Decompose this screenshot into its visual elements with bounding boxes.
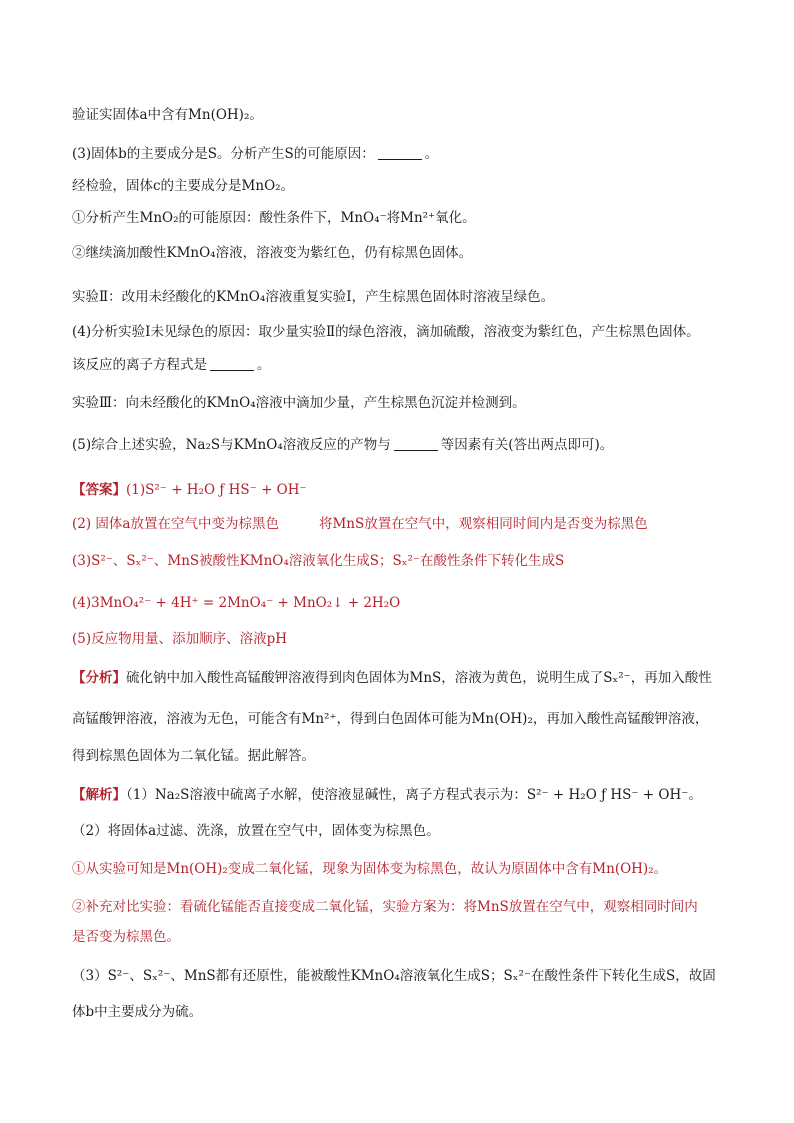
explanation-5: 是否变为棕黑色。 [72, 929, 180, 945]
experiment-3: 实验Ⅲ：向未经酸化的KMnO₄溶液中滴加少量，产生棕黑色沉淀并检测到。 [72, 395, 526, 411]
answer-blank [394, 437, 438, 451]
explanation-4: ②补充对比实验：看硫化锰能否直接变成二氧化锰，实验方案为：将MnS放置在空气中，观察相同时间内 [72, 899, 698, 915]
analysis-tag: 【分析】 [72, 670, 126, 686]
explanation-1: 【解析】（1）Na₂S溶液中硫离子水解，使溶液显碱性，离子方程式表示为：S²⁻ + H₂O ƒ HS⁻ + OH⁻。 [72, 787, 702, 803]
line-analysis-1: ①分析产生MnO₂的可能原因：酸性条件下，MnO₄⁻将Mn²⁺氧化。 [72, 210, 476, 226]
experiment-2: 实验Ⅱ：改用未经酸化的KMnO₄溶液重复实验Ⅰ，产生棕黑色固体时溶液呈绿色。 [72, 289, 555, 305]
line-analysis-2: ②继续滴加酸性KMnO₄溶液，溶液变为紫红色，仍有棕黑色固体。 [72, 245, 473, 261]
answer-5: (5)反应物用量、添加顺序、溶液pH [72, 631, 288, 647]
answer-2: (2) 固体a放置在空气中变为棕黑色 将MnS放置在空气中，观察相同时间内是否变为棕黑色 [72, 516, 648, 532]
question-4-equation: 该反应的离子方程式是 。 [72, 357, 271, 373]
answer-blank [378, 146, 422, 160]
explanation-7: 体b中主要成分为硫。 [72, 1004, 203, 1020]
answer-4: (4)3MnO₄²⁻ + 4H⁺ = 2MnO₄⁻ + MnO₂↓ + 2H₂O [72, 595, 401, 611]
explanation-3: ①从实验可知是Mn(OH)₂变成二氧化锰，现象为固体变为棕黑色，故认为原固体中含有Mn(OH)₂。 [72, 861, 668, 877]
answer-3: (3)S²⁻、Sₓ²⁻、MnS被酸性KMnO₄溶液氧化生成S；Sₓ²⁻在酸性条件下转化生成S [72, 553, 565, 569]
line-solid-c: 经检验，固体c的主要成分是MnO₂。 [72, 178, 295, 194]
analysis-3: 得到棕黑色固体为二氧化锰。据此解答。 [72, 748, 315, 764]
explanation-2: （2）将固体a过滤、洗涤，放置在空气中，固体变为棕黑色。 [72, 823, 440, 839]
line-verify-solid-a: 验证实固体a中含有Mn(OH)₂。 [72, 107, 263, 123]
answer-1: 【答案】(1)S²⁻ + H₂O ƒ HS⁻ + OH⁻ [72, 482, 307, 498]
answer-blank [210, 357, 254, 371]
answer-tag: 【答案】 [72, 482, 126, 498]
explanation-tag: 【解析】 [72, 787, 126, 803]
explanation-6: （3）S²⁻、Sₓ²⁻、MnS都有还原性，能被酸性KMnO₄溶液氧化生成S；Sₓ²⁻在酸性条件下转化生成S，故固 [72, 968, 716, 984]
analysis-1: 【分析】硫化钠中加入酸性高锰酸钾溶液得到肉色固体为MnS，溶液为黄色，说明生成了Sₓ²⁻，再加入酸性 [72, 670, 712, 686]
question-5: (5)综合上述实验，Na₂S与KMnO₄溶液反应的产物与 等因素有关(答出两点即可)。 [72, 437, 614, 453]
question-4: (4)分析实验Ⅰ未见绿色的原因：取少量实验Ⅱ的绿色溶液，滴加硫酸，溶液变为紫红色，产生棕黑色固体。 [72, 324, 700, 340]
analysis-2: 高锰酸钾溶液，溶液为无色，可能含有Mn²⁺，得到白色固体可能为Mn(OH)₂，再加入酸性高锰酸钾溶液， [72, 711, 709, 727]
question-3: (3)固体b的主要成分是S。分析产生S的可能原因： 。 [72, 146, 439, 162]
